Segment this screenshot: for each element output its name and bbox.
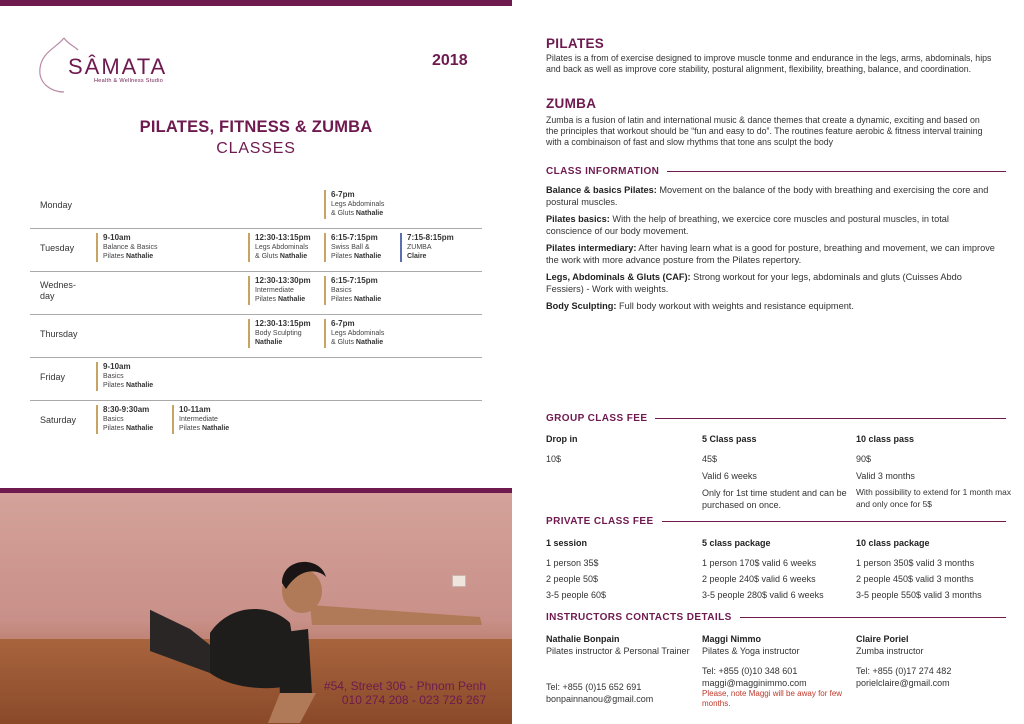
instructor-name: Nathalie Bonpain — [546, 634, 620, 644]
class-teacher: Nathalie — [277, 296, 306, 303]
instructor-phone: Tel: +855 (0)15 652 691 — [546, 682, 642, 692]
info-label: Body Sculpting: — [546, 301, 617, 311]
class-time: 9-10am — [103, 233, 131, 242]
class-time: 6:15-7:15pm — [331, 276, 378, 285]
class-name: Body Sculpting — [255, 329, 302, 337]
class-schedule — [30, 186, 482, 444]
fee-column — [856, 433, 1016, 510]
class-time: 12:30-13:30pm — [255, 276, 311, 285]
info-item — [546, 213, 996, 237]
brand-tagline: Health & Wellness Studio — [94, 78, 164, 84]
class-time: 7:15-8:15pm — [407, 233, 454, 242]
class-name-line2: Pilates — [255, 296, 277, 303]
fee-header: 5 Class pass — [702, 434, 757, 444]
info-item — [546, 300, 996, 312]
class-slot — [324, 276, 381, 305]
fee-condition: Only for 1st time student and can be purchased on once. — [702, 488, 847, 510]
class-name-line2: & Gluts — [331, 210, 354, 217]
pilates-description: Pilates is a from of exercise designed to improve muscle tonme and endurance in the legs, arms, abdominals, hips and back as well as improve core stability, postural alignment, flexibility, breathing, balance, and coordination. — [546, 53, 992, 74]
class-name-line2: Pilates — [103, 382, 125, 389]
class-time: 6-7pm — [331, 190, 355, 199]
class-slot — [96, 362, 153, 391]
instructor-role: Pilates instructor & Personal Trainer — [546, 646, 690, 656]
day-label: Friday — [40, 372, 66, 382]
top-accent-bar — [0, 0, 512, 6]
class-time: 10-11am — [179, 405, 211, 414]
class-info-list — [546, 184, 996, 317]
divider — [740, 617, 1006, 618]
studio-address — [324, 679, 486, 707]
fee-price: 1 person 350$ valid 3 months — [856, 558, 975, 568]
instructor-email[interactable]: maggi@magginimmo.com — [702, 678, 807, 688]
class-name-line2: Pilates — [331, 253, 353, 260]
info-text: With the help of breathing, we exercice core muscles and postural muscles, in total conscience of our body movement. — [546, 214, 949, 236]
class-slot — [324, 319, 384, 348]
fee-price: 2 people 50$ — [546, 574, 599, 584]
class-name-line2: & Gluts — [255, 253, 278, 260]
fee-price: 45$ — [702, 454, 718, 464]
info-text: Movement on the balance of the body with breathing and exercising the core and postural muscles. — [546, 185, 989, 207]
schedule-row-friday — [30, 358, 482, 401]
fee-price: 3-5 people 60$ — [546, 590, 607, 600]
pilates-heading: PILATES — [546, 36, 605, 51]
info-label: Pilates intermediary: — [546, 243, 637, 253]
page-subtitle: CLASSES — [216, 140, 296, 157]
class-name: Legs Abdominals — [255, 243, 309, 251]
class-name: Legs Abdominals — [331, 329, 385, 337]
fee-price: 10$ — [546, 454, 562, 464]
fee-header: 5 class package — [702, 538, 771, 548]
logo — [34, 34, 174, 96]
instructor-card — [702, 633, 856, 709]
instructor-role: Zumba instructor — [856, 646, 924, 656]
class-name: Basics — [103, 415, 124, 423]
class-slot — [248, 233, 311, 262]
brand-name: SÂMATA — [68, 54, 168, 79]
fee-validity: Valid 6 weeks — [702, 471, 757, 481]
class-time: 6-7pm — [331, 319, 355, 328]
info-item — [546, 242, 996, 266]
class-name-line2: Pilates — [103, 425, 125, 432]
schedule-row-wednesday — [30, 272, 482, 315]
divider — [667, 171, 1006, 172]
info-label: Balance & basics Pilates: — [546, 185, 657, 195]
class-slot — [248, 319, 311, 348]
section-title: PRIVATE CLASS FEE — [546, 516, 654, 527]
private-fee-heading — [546, 516, 1006, 527]
class-name: Intermediate — [179, 415, 218, 423]
class-name: Basics — [103, 372, 124, 380]
class-info-heading — [546, 166, 1006, 177]
class-teacher: Nathalie — [355, 339, 384, 346]
fee-price: 2 people 450$ valid 3 months — [856, 574, 974, 584]
instructor-phone: Tel: +855 (0)17 274 482 — [856, 666, 952, 676]
info-text: After having learn what is a good for posture, breathing and movement, we can improve the work with more advance posture from the Pilates repertory. — [546, 243, 995, 265]
right-page — [512, 0, 1024, 724]
phone-line: 010 274 208 - 023 726 267 — [341, 693, 486, 707]
class-name: Swiss Ball & — [331, 243, 370, 251]
class-slot — [96, 233, 157, 262]
year: 2018 — [432, 52, 468, 69]
section-title: INSTRUCTORS CONTACTS DETAILS — [546, 612, 732, 623]
class-name: Balance & Basics — [103, 243, 158, 251]
class-teacher: Nathalie — [355, 210, 384, 217]
info-label: Legs, Abdominals & Gluts (CAF): — [546, 272, 691, 282]
class-time: 9-10am — [103, 362, 131, 371]
class-name: ZUMBA — [407, 243, 432, 251]
class-slot — [96, 405, 153, 434]
class-teacher: Claire — [407, 253, 427, 260]
instructor-name: Claire Poriel — [856, 634, 909, 644]
info-text: Full body workout with weights and resistance equipment. — [616, 301, 854, 311]
fee-column — [546, 537, 696, 601]
class-name-line2: Pilates — [331, 296, 353, 303]
schedule-row-saturday — [30, 401, 482, 444]
schedule-row-tuesday — [30, 229, 482, 272]
day-label: Saturday — [40, 415, 77, 425]
fee-price: 1 person 170$ valid 6 weeks — [702, 558, 817, 568]
day-label: Tuesday — [40, 243, 75, 253]
class-name: Basics — [331, 286, 352, 294]
fee-header: 10 class package — [856, 538, 930, 548]
fee-price: 3-5 people 550$ valid 3 months — [856, 590, 982, 600]
zumba-heading: ZUMBA — [546, 96, 597, 111]
schedule-row-thursday — [30, 315, 482, 358]
fee-price: 2 people 240$ valid 6 weeks — [702, 574, 816, 584]
class-teacher: Nathalie — [201, 425, 230, 432]
class-teacher: Nathalie — [353, 296, 382, 303]
class-name-line2: Pilates — [103, 253, 125, 260]
away-note: Please, note Maggi will be away for few months. — [702, 689, 843, 708]
yoga-photo — [0, 493, 512, 724]
zumba-description: Zumba is a fusion of latin and international music & dance themes that create a dynamic, exciting and based on the principles that workout should be “fun and easy to do”. The routines feature aerobic & fitness interval training with a combinaison of fast and slow rhythms that tone ans sculpt the body — [546, 115, 983, 147]
group-fee-heading — [546, 413, 1006, 424]
class-slot — [248, 276, 311, 305]
class-teacher: Nathalie — [255, 339, 283, 346]
class-time: 12:30-13:15pm — [255, 233, 311, 242]
class-slot — [172, 405, 229, 434]
fee-condition: With possibility to extend for 1 month max and only once for 5$ — [856, 487, 1012, 509]
info-text: Strong workout for your legs, abdominals and gluts (Cuisses Abdo Fessiers) - Work with weights. — [546, 272, 962, 294]
fee-column — [702, 433, 856, 511]
fee-column — [546, 433, 696, 465]
schedule-row-monday — [30, 186, 482, 229]
info-item — [546, 271, 996, 295]
class-teacher: Nathalie — [279, 253, 308, 260]
address-line: #54, Street 306 - Phnom Penh — [323, 679, 486, 693]
fee-validity: Valid 3 months — [856, 471, 915, 481]
class-name: Intermediate — [255, 286, 294, 294]
class-slot — [324, 190, 384, 219]
class-name: Legs Abdominals — [331, 200, 385, 208]
day-label: Wednes-day — [40, 280, 76, 301]
class-time: 6:15-7:15pm — [331, 233, 378, 242]
instructor-card — [856, 633, 1016, 689]
divider — [655, 418, 1006, 419]
info-label: Pilates basics: — [546, 214, 610, 224]
instructor-email[interactable]: bonpainnanou@gmail.com — [546, 694, 654, 704]
class-time: 8:30-9:30am — [103, 405, 150, 414]
instructor-email[interactable]: porielclaire@gmail.com — [856, 678, 950, 688]
class-name-line2: Pilates — [179, 425, 201, 432]
class-teacher: Nathalie — [125, 425, 154, 432]
fee-column — [702, 537, 856, 601]
class-slot-zumba — [400, 233, 454, 262]
divider — [662, 521, 1006, 522]
class-teacher: Nathalie — [125, 253, 154, 260]
instructors-heading — [546, 612, 1006, 623]
fee-header: 1 session — [546, 538, 588, 548]
fee-price: 1 person 35$ — [546, 558, 599, 568]
section-title: CLASS INFORMATION — [546, 166, 660, 177]
section-title: GROUP CLASS FEE — [546, 413, 648, 424]
info-item — [546, 184, 996, 208]
page-title: PILATES, FITNESS & ZUMBA — [139, 118, 373, 136]
fee-header: 10 class pass — [856, 434, 915, 444]
fee-price: 90$ — [856, 454, 872, 464]
class-teacher: Nathalie — [353, 253, 382, 260]
instructor-card — [546, 633, 696, 705]
instructor-name: Maggi Nimmo — [702, 634, 762, 644]
fee-price: 3-5 people 280$ valid 6 weeks — [702, 590, 824, 600]
day-label: Monday — [40, 200, 73, 210]
class-time: 12:30-13:15pm — [255, 319, 311, 328]
instructor-role: Pilates & Yoga instructor — [702, 646, 800, 656]
class-teacher: Nathalie — [125, 382, 154, 389]
class-name-line2: & Gluts — [331, 339, 354, 346]
instructor-phone: Tel: +855 (0)10 348 601 — [702, 666, 798, 676]
class-slot — [324, 233, 381, 262]
day-label: Thursday — [40, 329, 78, 339]
fee-column — [856, 537, 1016, 601]
fee-header: Drop in — [546, 434, 578, 444]
